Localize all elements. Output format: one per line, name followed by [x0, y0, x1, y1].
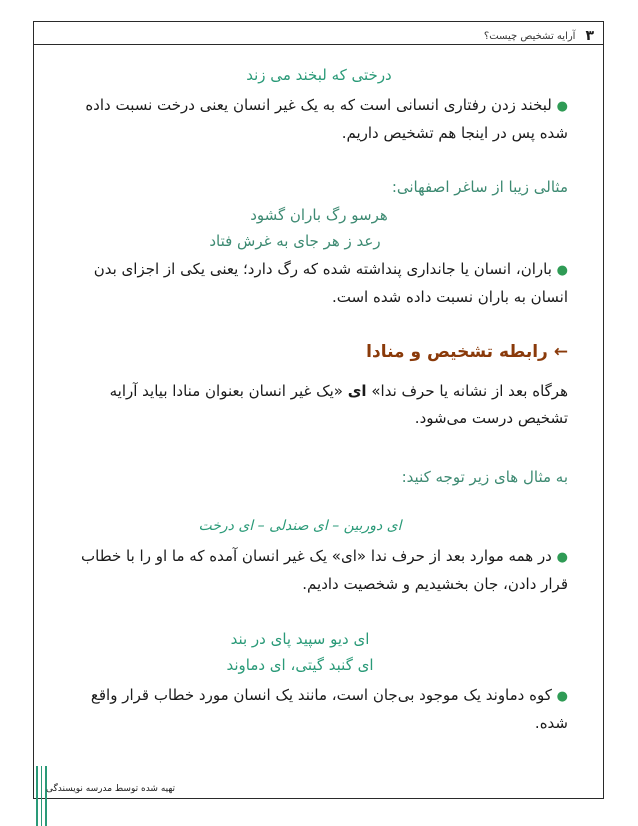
example-intro: مثالی زیبا از ساغر اصفهانی: — [391, 178, 568, 196]
footer — [36, 766, 176, 826]
section-heading-text: رابطه تشخیص و منادا — [366, 342, 548, 362]
paragraph-1-text: لبخند زدن رفتاری انسانی است که به یک غیر انسان یعنی درخت نسبت داده شده پس در اینجا هم تشخیص داریم. — [85, 96, 568, 142]
examples-intro: به مثال های زیر توجه کنید: — [401, 468, 568, 486]
poem-line-2: رعد ز هر جای به غرش فتاد — [209, 232, 381, 250]
poem-line-1: هرسو رگ باران گشود — [250, 206, 388, 224]
paragraph-3-text-b: «یک غیر انسان بعنوان منادا بیاید آرایه تشخیص درست می‌شود. — [109, 382, 568, 427]
poem2-line-2: ای گنبد گیتی، ای دماوند — [226, 656, 374, 674]
footer-decoration — [36, 766, 47, 826]
arrow-left-icon: ← — [553, 342, 568, 362]
bullet-icon: ● — [556, 689, 568, 704]
paragraph-1 — [68, 92, 568, 147]
examples-line: ای دوربین – ای صندلی – ای درخت — [198, 518, 402, 534]
bullet-icon: ● — [556, 550, 568, 565]
header-title: آرایه تشخیص چیست؟ — [483, 30, 576, 42]
paragraph-3 — [68, 378, 568, 432]
bullet-icon: ● — [556, 99, 568, 114]
bullet-icon: ● — [556, 263, 568, 278]
paragraph-5-text: کوه دماوند یک موجود بی‌جان است، مانند یک انسان مورد خطاب قرار واقع شده. — [90, 686, 568, 732]
poem2-line-1: ای دیو سپید پای در بند — [230, 630, 370, 648]
paragraph-4 — [68, 543, 568, 598]
paragraph-2-text: باران، انسان یا جانداری پنداشته شده که رگ دارد؛ یعنی یکی از اجزای بدن انسان به باران نسبت داده شده است. — [93, 260, 568, 306]
verse-title: درختی که لبخند می زند — [246, 66, 392, 84]
page-number: ۳ — [585, 28, 594, 44]
section-heading — [68, 342, 568, 362]
paragraph-3-text-a: هرگاه بعد از نشانه یا حرف ندا» — [366, 382, 568, 400]
footer-credit: تهیه شده توسط مدرسه نویسندگی — [46, 784, 176, 794]
paragraph-5 — [68, 682, 568, 737]
paragraph-2 — [68, 256, 568, 311]
paragraph-3-bold: ای — [347, 382, 367, 400]
page-header — [484, 28, 594, 44]
paragraph-4-text: در همه موارد بعد از حرف ندا «ای» یک غیر انسان آمده که ما او را با خطاب قرار دادن، جان بخشیدیم و شخصیت دادیم. — [81, 547, 568, 593]
header-divider — [33, 44, 604, 45]
